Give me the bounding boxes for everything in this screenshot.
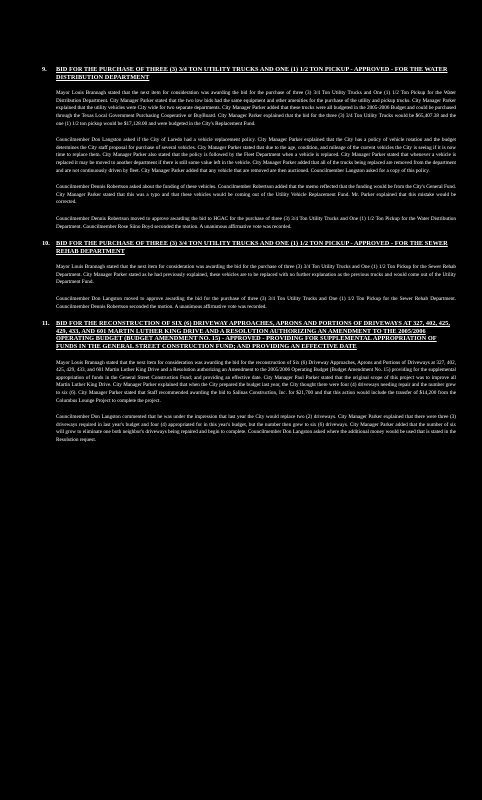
paragraph: Councilmember Don Langston commented that he was under the impression that last year the City would replace two (2) driveways. City Manager Parker explained that there were three (3) driveways required in last year's budget and four (4) appropriated for in this year's budget, but the number then grew to six (6) driveways. City Manager Parker added that the number of six will grow to eliminate one both neighbor's driveways being repaired and begin to complete. Councilmember Don Langston asked where the additional money would be used that is stated in the Resolution request. bbox=[56, 414, 456, 443]
paragraph: Mayor Louis Brannagh stated that the next item for consideration was awarding the bid for the reconstruction of Six (6) Driveway Approaches, Aprons and Portions of Driveways at 327, 402, 425, 429, 433, and 601 Martin Luther King Drive and a Resolution authorizing an Amendment to the 2005/2006 Operating Budget (Budget Amendment No. 15) providing for the supplemental appropriation of funds in the General Street Construction Fund; and providing an effective date. City Manager Paul Parker stated that the original scope of this project was to improve all Martin Luther King Drive. City Manager Parker explained that when the City prepared the budget last year, the City thought there were four (4) driveways needing repair and the number grew to six (6). City Manager Parker stated that Staff recommended awarding the bid to Salinas Construction, Inc. for $21,700 and that this action would include the transfer of $14,200 from the Columbus Lounge Project to complete the project. bbox=[56, 359, 456, 404]
item-heading: BID FOR THE RECONSTRUCTION OF SIX (6) DRIVEWAY APPROACHES, APRONS AND PORTIONS OF DRIVEWAYS AT 327, 402, 425, 429, 433, AND 601 MARTIN LUTHER KING DRIVE AND A RESOLUTION AUTHORIZING AN AMENDMENT TO THE 2005/2006 OPERATING BUDGET (BUDGET AMENDMENT NO. 15) - APPROVED - PROVIDING FOR SUPPLEMENTAL APPROPRIATION OF FUNDS IN THE GENERAL STREET CONSTRUCTION FUND; AND PROVIDING AN EFFECTIVE DATE bbox=[56, 320, 450, 351]
paragraph: Councilmember Don Langston asked if the City of Laredo had a vehicle replacement policy. City Manager Parker explained that the City has a policy of vehicle rotation and the budget determines the City staff proposal for purchase of several vehicles. City Manager Parker stated that due to the age, condition, and mileage of the current vehicles the City is seeing if it is now time to replace them. City Manager Parker also stated that the policy is followed by the Fleet Department when a vehicle is replaced. City Manager Parker stated that whenever a vehicle is replaced it may be moved to another department if there is still some value left in the vehicle. City Manager Parker added that all of the trucks being replaced are removed from the department and are not continuously driven by fleet. City Manager Parker added that any vehicle that are removed are then auctioned. Councilmember Langston asked for a copy of this policy. bbox=[56, 137, 456, 174]
paragraph: Mayor Louis Brannagh stated that the next item for consideration was awarding the bid for the purchase of three (3) 3/4 Ton Utility Trucks and One (1) 1/2 Ton Pickup for the Sewer Rehab Department. City Manager Parker stated as he had previously explained, these vehicles are to be replaced with no further explanation as the previous trucks and would come out of the Utility Department Fund. bbox=[56, 264, 456, 286]
paragraph: Councilmember Don Langston moved to approve awarding the bid for the purchase of three (3) 3/4 Ton Utility Trucks and One (1) 1/2 Ton Pickup for the Sewer Rehab Department. Councilmember Dennis Robertson seconded the motion. A unanimous affirmative vote was recorded. bbox=[56, 296, 456, 310]
item-heading: BID FOR THE PURCHASE OF THREE (3) 3/4 TON UTILITY TRUCKS AND ONE (1) 1/2 TON PICKUP - APPROVED - FOR THE SEWER REHAB DEPARTMENT bbox=[56, 240, 448, 255]
agenda-item-11 bbox=[42, 320, 456, 444]
agenda-item-9 bbox=[42, 66, 456, 231]
agenda-item-10 bbox=[42, 240, 456, 311]
item-number: 11. bbox=[42, 320, 50, 328]
item-number: 10. bbox=[42, 240, 50, 248]
item-heading: BID FOR THE PURCHASE OF THREE (3) 3/4 TON UTILITY TRUCKS AND ONE (1) 1/2 TON PICKUP - APPROVED - FOR THE WATER DISTRIBUTION DEPARTMENT bbox=[56, 66, 448, 81]
paragraph: Councilmember Dennis Robertson asked about the funding of these vehicles. Councilmember Robertson added that the memo reflected that the funding would be from the City's General Fund. City Manager Parker stated that this was a typo and that these vehicles would be coming out of the Utility Vehicle Replacement Fund. Mr. Parker explained that this mistake would be corrected. bbox=[56, 184, 456, 206]
minutes-content bbox=[42, 66, 456, 454]
paragraph: Councilmember Dennis Robertson moved to approve awarding the bid to HGAC for the purchase of three (3) 3/4 Ton Utility Trucks and One (1) 1/2 Ton Pickup for the Water Distribution Department. Councilmember Rose Siino Boyd seconded the motion. A unanimous affirmative vote was recorded. bbox=[56, 215, 456, 230]
paragraph: Mayor Louis Brannagh stated that the next item for consideration was awarding the bid for the purchase of three (3) 3/4 Ton Utility Trucks and One (1) 1/2 Ton Pickup for the Water Distribution Department. City Manager Parker stated that the two low bids had the same equipment and other amenities for the purchase of the utility and pickup trucks. City Manager Parker explained that the utility vehicles were City wide for two separate departments. City Manager Parker added that these trucks were all budgeted in the 2005-2006 Budget and could be purchased through the Texas Local Government Purchasing Cooperative or BuyBoard. City Manager Parker explained that the bid for the three (3) 3/4 Ton Utility Trucks would be $65,407.38 and the one (1) 1/2 ton pickup would be $17,128.00 and were budgeted in the City's Replacement Fund. bbox=[56, 90, 456, 127]
item-number: 9. bbox=[42, 66, 47, 73]
